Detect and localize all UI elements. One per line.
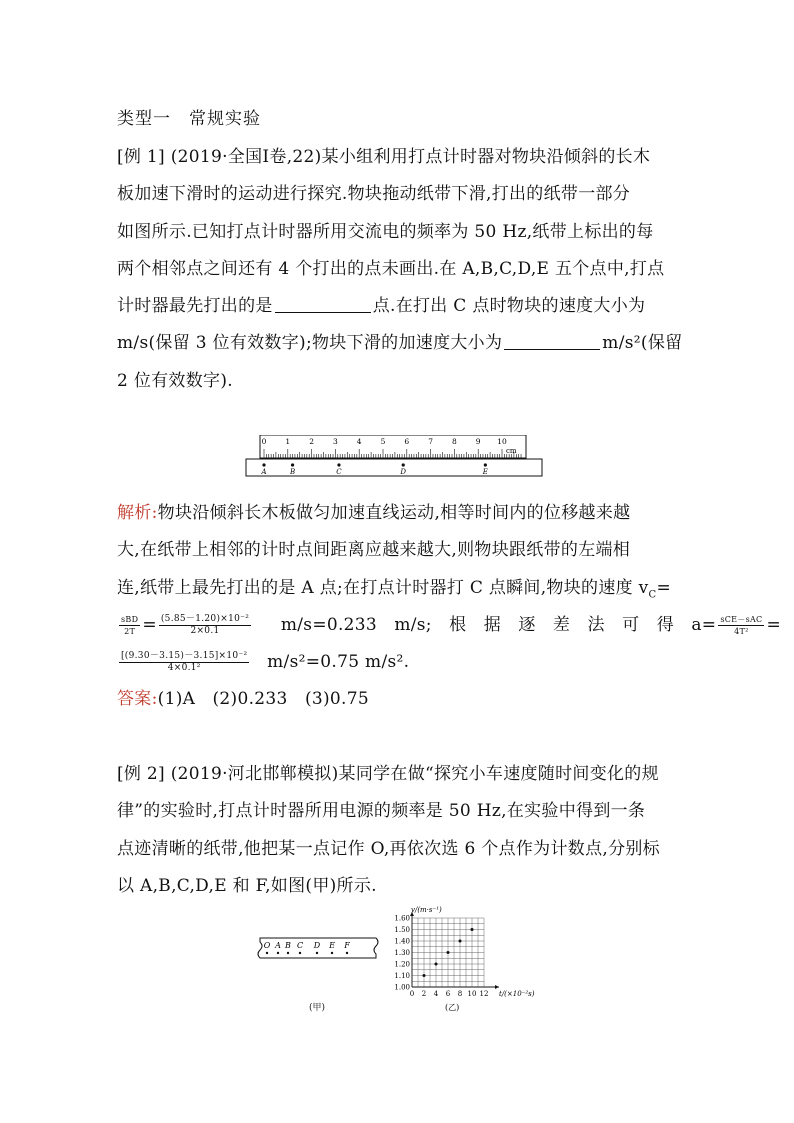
- example1-line3: 如图所示.已知打点计时器所用交流电的频率为 50 Hz,纸带上标出的每: [117, 221, 654, 242]
- chart-point: [471, 928, 474, 931]
- analysis-text: [117, 495, 782, 719]
- ruler-tick-label: 0: [261, 437, 267, 446]
- ruler-unit: cm: [506, 447, 517, 455]
- tape2-point-label: C: [296, 941, 304, 950]
- chart-x-tick: 4: [433, 990, 439, 998]
- chart-x-label: t/(×10⁻²s): [499, 990, 535, 998]
- chart-axes: [410, 912, 499, 989]
- analysis-line1-text: 物块沿倾斜长木板做匀加速直线运动,相等时间内的位移越来越: [157, 503, 631, 523]
- tape2-point: [316, 952, 318, 954]
- chart-y-tick: 1.60: [394, 914, 410, 923]
- example1-line6: [117, 325, 683, 362]
- chart-x-tick: 0: [409, 990, 415, 998]
- example1-line1: [例 1] (2019·全国Ⅰ卷,22)某小组利用打点计时器对物块沿倾斜的长木: [117, 147, 651, 167]
- ruler-tick-label: 3: [333, 437, 338, 446]
- ruler-tick-label: 4: [356, 437, 362, 446]
- chart-y-tick-labels: [394, 915, 410, 992]
- example2-line2: 律”的实验时,打点计时器所用电源的频率是 50 Hz,在实验中得到一条: [117, 801, 646, 822]
- tape2-point-label: E: [329, 941, 335, 950]
- chart-x-tick: 10: [467, 990, 477, 998]
- answer-blank-2[interactable]: [504, 333, 600, 350]
- tape2-point: [331, 952, 333, 954]
- fraction-velocity: $\frac{\text{(5.85－1.20)×10⁻²}}{2\times 0.1}$: [160, 613, 250, 636]
- tape-point-e: [484, 463, 487, 466]
- tape2-point: [346, 952, 348, 954]
- chart-x-tick: 8: [457, 990, 463, 998]
- ruler-tick-label: 9: [475, 437, 481, 446]
- analysis-label: 解析:: [117, 503, 158, 523]
- tape-point-label: C: [336, 468, 342, 476]
- chart-y-tick: 1.40: [394, 937, 410, 946]
- chart-y-tick: 1.50: [394, 926, 410, 934]
- example1-line5-post: 点.在打出 C 点时物块的速度大小为: [372, 296, 646, 317]
- analysis-line3: [117, 570, 680, 607]
- example1-line5-pre: 计时器最先打出的是: [117, 296, 273, 317]
- tape2-point-label: F: [344, 941, 350, 950]
- example1-line2: 板加速下滑时的运动进行探究.物块拖动纸带下滑,打出的纸带一部分: [117, 184, 631, 205]
- tape2-point: [299, 952, 301, 954]
- chart-y-tick: 1.20: [394, 960, 410, 969]
- chart-y-tick: 1.10: [394, 972, 410, 980]
- answer-text: (1)A (2)0.233 (3)0.75: [157, 689, 369, 710]
- chart-point: [423, 974, 426, 977]
- analysis-line3-text: 连,纸带上最先打出的是 A 点;在打点计时器打 C 点瞬间,物块的速度 v: [117, 577, 649, 598]
- answer-label: 答案:: [117, 689, 158, 710]
- chart-y-tick: 1.00: [394, 983, 410, 992]
- ruler-tick-label: 2: [309, 437, 314, 446]
- chart-caption: (乙): [445, 1003, 460, 1012]
- analysis-line4-mid: m/s=0.233 m/s; 根 据 逐 差 法 可 得 a=: [280, 614, 717, 635]
- tape2-point-label: B: [285, 941, 291, 950]
- tape2-point: [287, 952, 289, 954]
- example2-text: [117, 756, 680, 905]
- example1-text: [117, 139, 683, 400]
- example1-line6-post: m/s²(保留: [602, 333, 683, 354]
- velocity-subscript: C: [648, 588, 657, 600]
- ruler-tick-label: 5: [380, 437, 386, 446]
- analysis-line2: 大,在纸带上相邻的计时点间距离应越来越大,则物块跟纸带的左端相: [117, 540, 631, 561]
- tape2-caption: (甲): [309, 1003, 326, 1013]
- tape-point-b: [291, 463, 294, 466]
- example1-line5: [117, 288, 680, 325]
- example1-line6-pre: m/s(保留 3 位有效数字);物块下滑的加速度大小为: [117, 333, 503, 354]
- tape-point-label: B: [289, 468, 296, 476]
- analysis-line5: [117, 644, 680, 681]
- ruler-tick-label: 10: [497, 437, 507, 446]
- chart-x-tick: 12: [479, 990, 489, 998]
- analysis-line1: [117, 495, 680, 532]
- ruler-tick-label: 1: [285, 437, 291, 446]
- fraction-sbd-2t: $\frac{\text{sBD}}{2T}$: [121, 614, 139, 636]
- analysis-line5-end: m/s²=0.75 m/s².: [267, 652, 410, 673]
- ruler-tick-label: 7: [428, 437, 433, 446]
- chart-y-tick: 1.30: [394, 949, 410, 957]
- example2-line1: [例 2] (2019·河北邯郸模拟)某同学在做“探究小车速度随时间变化的规: [117, 764, 659, 784]
- chart-y-label: v/(m·s⁻¹): [411, 906, 442, 914]
- example2-line4: 以 A,B,C,D,E 和 F,如图(甲)所示.: [117, 875, 377, 896]
- example2-line3: 点迹清晰的纸带,他把某一点记作 O,再依次选 6 个点作为计数点,分别标: [117, 838, 660, 859]
- analysis-line4-end: =: [766, 614, 782, 635]
- tape-point-d: [402, 463, 405, 466]
- tape-point-label: A: [261, 468, 267, 476]
- analysis-line4: $\frac{\text{sBD}}{2T}$ = $\frac{\text{(5.85－1.20)×10⁻²}}{2\times 0.1}$ m/s=0.233 m/s; 根 据 逐 差 法 可 得 a= $\frac{\text{sCE－sAC}}{\text{4T²}}$ =: [121, 613, 782, 636]
- tape2-figure: [252, 932, 382, 964]
- tape-point-label: D: [400, 468, 407, 476]
- chart-x-tick: 2: [421, 990, 427, 998]
- fraction-acceleration-value: $\frac{\text{[(9.30－3.15)－3.15]×10⁻²}}{\text{4×0.1²}}$: [121, 651, 248, 674]
- chart-point: [435, 963, 438, 966]
- chart-point: [459, 940, 462, 943]
- tape2-point: [277, 952, 279, 954]
- chart-point: [447, 951, 450, 954]
- chart-x-tick-labels: [410, 990, 489, 998]
- tape2-point: [266, 952, 268, 954]
- section-heading: 类型一 常规实验: [117, 109, 261, 129]
- tape2-point-label: A: [275, 941, 281, 950]
- answer-blank-1[interactable]: [275, 296, 371, 313]
- tape2-point-label: D: [313, 941, 321, 950]
- ruler-figure: [244, 435, 544, 487]
- ruler-tick-label: 8: [452, 437, 457, 446]
- velocity-time-chart: [375, 900, 545, 1020]
- tape-point-a: [262, 463, 265, 466]
- answer-line: [117, 681, 680, 718]
- example1-line7: 2 位有效数字).: [117, 370, 233, 391]
- chart-x-tick: 6: [445, 990, 451, 998]
- example1-line4: 两个相邻点之间还有 4 个打出的点未画出.在 A,B,C,D,E 五个点中,打点: [117, 258, 665, 279]
- tape2-point-label: O: [263, 941, 271, 950]
- tape-point-label: E: [482, 468, 488, 476]
- ruler-tick-label: 6: [404, 437, 410, 446]
- tape-point-c: [337, 463, 340, 466]
- x-axis-arrow: [495, 985, 499, 989]
- analysis-line3-end: =: [656, 577, 672, 598]
- fraction-acceleration: $\frac{\text{sCE－sAC}}{\text{4T²}}$: [720, 614, 763, 636]
